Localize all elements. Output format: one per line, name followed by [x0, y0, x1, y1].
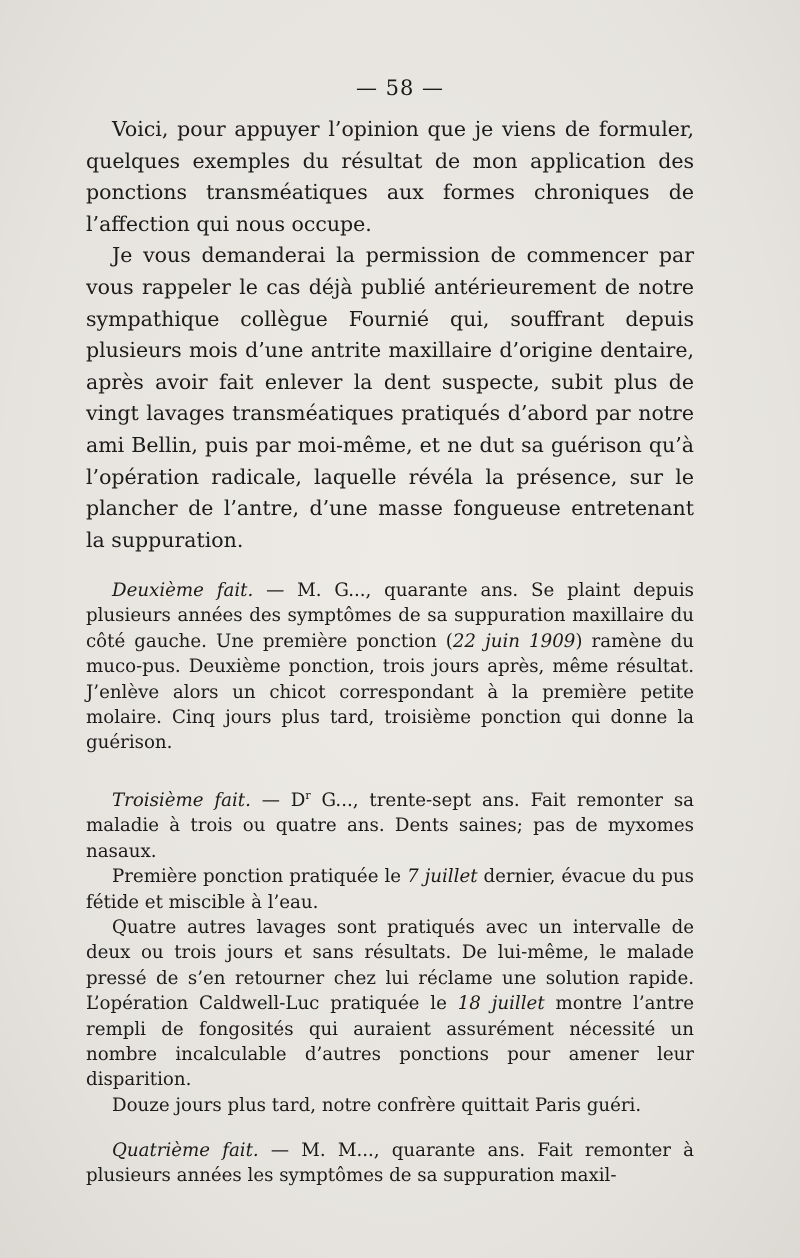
case-deuxieme-date: 22 juin 1909 — [452, 630, 576, 652]
case-troisieme-p2-date: 7 juillet — [407, 866, 478, 888]
case-troisieme-p3-b: montre l’antre rempli de fongosités qui auraient assurément nécessité un nombre incalculable d’autres ponctions pour amener leur disparition. — [86, 993, 694, 1091]
case-troisieme-p3-a: Quatre autres lavages sont pratiqués avec un intervalle de deux ou trois jours et sans résultats. De lui-même, le malade pressé de s’en retourner chez lui réclame une solution rapide. L’opération Caldwell-Luc pratiquée le — [86, 917, 694, 1015]
case-deuxieme-heading: Deuxième fait. — [112, 580, 254, 601]
paragraph-intro: Voici, pour appuyer l’opinion que je viens de formuler, quelques exemples du résultat de mon application des ponctions transméatiques aux formes chroniques de l’affection qui nous occupe. — [86, 117, 694, 236]
case-deuxieme-fait — [86, 578, 694, 756]
case-troisieme-paragraph-2 — [86, 864, 694, 915]
case-troisieme-heading: Troisième fait. — [112, 790, 251, 811]
case-troisieme-p3-date: 18 juillet — [457, 993, 545, 1015]
case-troisieme-p2-a: Première ponction pratiquée le — [112, 866, 408, 888]
case-quatrieme-fait — [86, 1138, 694, 1189]
case-quatrieme-text: — M. M..., quarante ans. Fait remonter à plusieurs années les symptômes de sa suppuration maxil- — [86, 1140, 694, 1187]
case-troisieme-text-b: G..., trente-sept ans. Fait remonter sa maladie à trois ou quatre ans. Dents saines; pas de myxomes nasaux. — [86, 790, 694, 862]
intro-section — [86, 114, 694, 556]
case-deuxieme-text-b: ) ramène du muco-pus. Deuxième ponction, trois jours après, même résultat. J’enlève alors un chicot correspondant à la première petite molaire. Cinq jours plus tard, troisième ponction qui donne la guérison. — [86, 630, 695, 754]
case-deuxieme-paragraph — [86, 578, 694, 756]
case-quatrieme-heading: Quatrième fait. — [112, 1140, 259, 1161]
case-troisieme-paragraph-1 — [86, 788, 694, 864]
case-troisieme-fait — [86, 788, 694, 1118]
case-troisieme-p2-b: dernier, évacue du pus fétide et miscible à l’eau. — [86, 866, 694, 913]
paragraph-fournie-case: Je vous demanderai la permission de commencer par vous rappeler le cas déjà publié antérieurement de notre sympathique collègue Fournié qui, souffrant depuis plusieurs mois d’une antrite maxillaire d’origine dentaire, après avoir fait enlever la dent suspecte, subit plus de vingt lavages transméatiques pratiqués d’abord par notre ami Bellin, puis par moi-même, et ne dut sa guérison qu’à l’opération radicale, laquelle révéla la présence, sur le plancher de l’antre, d’une masse fongueuse entretenant la suppuration. — [86, 243, 694, 552]
doctor-abbrev-sup: r — [305, 788, 311, 802]
case-deuxieme-text-a: — M. G..., quarante ans. Se plaint depuis plusieurs années des symptômes de sa suppuration maxillaire du côté gauche. Une première ponction ( — [86, 580, 694, 652]
page-number: — 58 — — [355, 76, 445, 100]
case-troisieme-text-a: — D — [250, 790, 306, 811]
case-troisieme-paragraph-4: Douze jours plus tard, notre confrère quittait Paris guéri. — [112, 1094, 642, 1116]
case-troisieme-paragraph-3 — [86, 915, 694, 1093]
case-quatrieme-paragraph — [86, 1138, 694, 1189]
